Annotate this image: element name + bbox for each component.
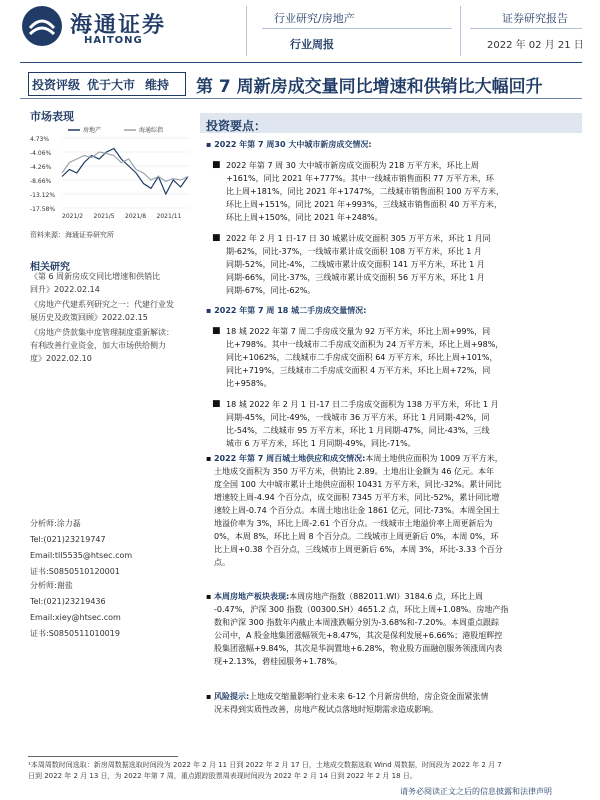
related-item[interactable] (30, 298, 174, 324)
para-line: 环比上周+150%，同比 2021 年+248%。 (226, 213, 383, 222)
analyst-cert: 证书:S0850511010019 (30, 629, 120, 638)
para-line: 公司中，A 股金地集团涨幅领先+8.47%，其次是保利发展+6.66%；港股旭辉控 (214, 631, 503, 640)
bullet-icon: ▪ (206, 454, 214, 463)
related-item-line: 度》2022.02.10 (30, 354, 92, 363)
para-line: 2022 年 2 月 1 日-17 日 30 城累计成交面积 305 万平方米，环比 1 月同 (226, 234, 491, 243)
legend-label: 房地产 (83, 127, 102, 134)
analyst-cert: 证书:S0850510120001 (30, 567, 120, 576)
doc-type: 证券研究报告 (502, 12, 568, 25)
section-heading: 2022 年第 7 周 18 城二手房成交量情况: (214, 306, 367, 315)
header-rule (20, 62, 582, 63)
rating-label: 投资评级 (32, 78, 81, 92)
related-item-line: 回升》2022.02.14 (30, 285, 100, 294)
bullet-icon: ■ (212, 326, 221, 336)
disclaimer-note: 请务必阅读正文之后的信息披露和法律声明 (400, 787, 552, 796)
paragraph (206, 325, 582, 390)
bullet-icon: ▪ (206, 592, 214, 601)
related-item[interactable] (30, 270, 174, 296)
para-line: 数和沪深 300 指数年内截止本周涨跌幅分别为-3.68%和-7.20%。本周重点跟踪 (214, 618, 499, 627)
analyst-email[interactable]: Email:xiey@htsec.com (30, 613, 121, 622)
para-line: 比+798%。其中一线城市二手房成交面积为 24 万平方米，环比上周+98%， (226, 340, 504, 349)
logo-text-en: HAITONG (84, 35, 143, 46)
investment-rating (28, 72, 186, 96)
header-divider-right (460, 6, 461, 56)
analyst-tel: Tel:(021)23219436 (30, 597, 106, 606)
para-line: 18 城 2022 年第 7 周二手房成交量为 92 万平方米，环比上周+99%，同 (226, 327, 491, 336)
header-divider-left (246, 6, 247, 56)
bullet-icon: ■ (212, 233, 221, 243)
chart-source: 资料来源：海通证券研究所 (30, 231, 114, 239)
section-stocks (206, 590, 582, 668)
para-line: 本周土地供应面积为 1009 万平方米， (365, 454, 503, 463)
para-line: 比上周+0.38 个百分点，三线城市上周更新后 6%，本周 3%，环比-3.33 个百分 (214, 545, 503, 554)
section-land (206, 452, 582, 569)
related-item[interactable] (30, 326, 174, 365)
key-points-title: 投资要点： (206, 119, 267, 133)
para-line: 点。 (214, 558, 230, 567)
header-mid-rule (262, 28, 452, 29)
section-risk (206, 690, 582, 716)
header-right-rule (470, 28, 582, 29)
y-tick-label: 4.73% (30, 136, 50, 143)
x-tick-label: 2021/8 (125, 213, 147, 220)
para-line: 比+958%。 (226, 379, 272, 388)
footnote-rule (28, 756, 178, 757)
report-category: 行业研究/房地产 (274, 12, 355, 25)
related-item-line: 《房地产代建系列研究之一：代建行业发 (30, 300, 174, 309)
section-heading: 风险提示: (213, 692, 250, 701)
bullet-icon: ▪ (206, 692, 214, 701)
paragraph (206, 159, 582, 224)
footnote-line: ¹本周周数时间选取：新房周数据选取时间段为 2022 年 2 月 11 日到 2022 年 2 月 17 日，土地成交数据选取 Wind 周数据，时间段为 2022 年 2 月 7 (28, 761, 502, 769)
report-type: 行业周报 (290, 38, 334, 51)
series-line (62, 149, 188, 195)
bullet-icon: ▪ (206, 306, 215, 315)
analyst-2 (30, 578, 121, 642)
para-line: 度全国 100 大中城市累计土地供应面积 10431 万平方米，同比-32%。累计同比 (214, 480, 502, 489)
section-new-homes (206, 138, 582, 297)
rating-change: 维持 (145, 78, 170, 92)
para-line: 速较上周-0.74 个百分点。本周土地出让金 1861 亿元，同比-73%。本周全国土 (214, 506, 500, 515)
analyst-name: 分析师:谢盐 (30, 581, 73, 590)
rating-value: 优于大市 (87, 78, 136, 92)
para-line: 同期-45%，同比-49%，一线城市 36 万平方米，环比 1 月同期-42%，同 (226, 413, 490, 422)
logo-text-cn: 海通证券 (70, 13, 167, 38)
para-line: 况未得到实质性改善，房地产税试点落地时短期需求造成影响。 (214, 705, 438, 714)
section-heading: 本周房地产板块表现: (213, 592, 290, 601)
para-line: 上地成交缩量影响行业未来 6-12 个月新房供给，房企资金面紧张情 (249, 692, 489, 701)
para-line: 现+2.13%，碧桂园服务+1.78%。 (214, 657, 343, 666)
y-tick-label: -4.06% (30, 150, 52, 157)
y-tick-label: -17.58% (30, 206, 56, 213)
footnote-line: 日到 2022 年 2 月 13 日，为 2022 年第 7 周，重点跟踪股票周表现时间段为 2022 年 2 月 14 日到 2022 年 2 月 18 日。 (28, 772, 417, 780)
title-rule (20, 98, 582, 99)
footnote (28, 760, 588, 782)
para-line: +161%，同比 2021 年+777%。其中一线城市销售面积 77 万平方米，环 (226, 174, 494, 183)
related-item-line: 《第 6 周新房成交同比增速和供销比 (30, 272, 161, 281)
para-line: 同比+719%，三线城市二手房成交面积 4 万平方米，环比上周+72%，同 (226, 366, 491, 375)
para-line: 同期-67%，同比-62%。 (226, 286, 316, 295)
section-second-hand (206, 304, 582, 450)
paragraph (206, 398, 582, 450)
para-line: 期-62%，同比-37%，一线城市累计成交面积 108 万平方米，环比 1 月 (226, 247, 482, 256)
y-tick-label: -8.66% (30, 178, 52, 185)
bullet-icon: ▪ (206, 140, 215, 149)
analyst-tel: Tel:(021)23219747 (30, 535, 106, 544)
para-line: 环比上周+151%，同比 2021 年+993%，三线城市销售面积 40 万平方米， (226, 200, 502, 209)
x-tick-label: 2021/5 (93, 213, 115, 220)
analyst-1 (30, 516, 132, 580)
market-performance-title: 市场表现 (30, 110, 74, 123)
section-heading: 2022 年第 7 周30 大中城市新房成交情况: (214, 140, 372, 149)
bullet-icon: ■ (212, 160, 221, 170)
related-item-line: 展历史及政策回顾》2022.02.15 (30, 313, 148, 322)
related-item-line: 有利改善行业资金，加大市场供给侧力 (30, 341, 166, 350)
legend-label: 海通综指 (139, 127, 164, 134)
para-line: 0%，本周 8%，环比上周 8 个百分点。二线城市上周更新后 0%，本周 0%，环 (214, 532, 499, 541)
x-tick-label: 2021/11 (156, 213, 182, 220)
para-line: 18 城 2022 年 2 月 1 日-17 日二手房成交面积为 138 万平方米，环比 1 月 (226, 400, 499, 409)
haitong-logo-icon (22, 6, 62, 46)
report-date: 2022 年 02 月 21 日 (487, 40, 584, 51)
report-title: 第 7 周新房成交量同比增速和供销比大幅回升 (196, 77, 543, 97)
para-line: -0.47%，沪深 300 指数（00300.SH）4651.2 点，环比上周+1.08%。房地产指 (214, 605, 509, 614)
y-tick-label: -13.12% (30, 192, 56, 199)
bullet-icon: ■ (212, 399, 221, 409)
para-line: 同期-52%，同比-4%，二线城市累计成交面积 141 万平方米，环比 1 月 (226, 260, 485, 269)
y-tick-label: -4.26% (30, 164, 52, 171)
market-chart (28, 124, 192, 224)
analyst-name: 分析师:涂力磊 (30, 519, 81, 528)
para-line: 地溢价率为 3%，环比上周-2.61 个百分点。一线城市土地溢价率上周更新后为 (214, 519, 493, 528)
para-line: 城市 6 万平方米，环比 1 月同期-49%，同比-71%。 (226, 439, 416, 448)
paragraph (206, 232, 582, 297)
para-line: 比上周+181%，同比 2021 年+1747%，二线城市销售面积 100 万平方米， (226, 187, 505, 196)
para-line: 本周房地产指数（882011.WI）3184.6 点，环比上周 (289, 592, 484, 601)
para-line: 股集团涨幅+9.84%，其次是华润置地+6.28%，物业股方面融创服务领涨周内表 (214, 644, 503, 653)
para-line: 2022 年第 7 周 30 大中城市新房成交面积为 218 万平方米，环比上周 (226, 161, 479, 170)
related-item-line: 《房地产贷款集中度管理制度重新解读： (30, 328, 174, 337)
para-line: 同期-66%，同比-37%，三线城市累计成交面积 56 万平方米，环比 1 月 (226, 273, 485, 282)
related-research-title: 相关研究 (30, 262, 70, 273)
analyst-email[interactable]: Email:tll5535@htsec.com (30, 551, 133, 560)
para-line: 同比+1062%，二线城市二手房成交面积 64 万平方米，环比上周+101%， (226, 353, 498, 362)
para-line: 增速较上周-4.94 个百分点，成交面积 7345 万平方米，同比-52%，累计同比增 (214, 493, 500, 502)
x-tick-label: 2021/2 (62, 213, 84, 220)
related-research-list (30, 270, 174, 365)
para-line: 土地成交面积为 350 万平方米，供销比 2.89。土地出让金额为 46 亿元。本年 (214, 467, 494, 476)
para-line: 比-54%，二线城市 95 万平方米，环比 1 月同期-47%，同比-43%，三线 (226, 426, 490, 435)
section-heading: 2022 年第 7 周百城土地供应和成交情况: (213, 454, 366, 463)
